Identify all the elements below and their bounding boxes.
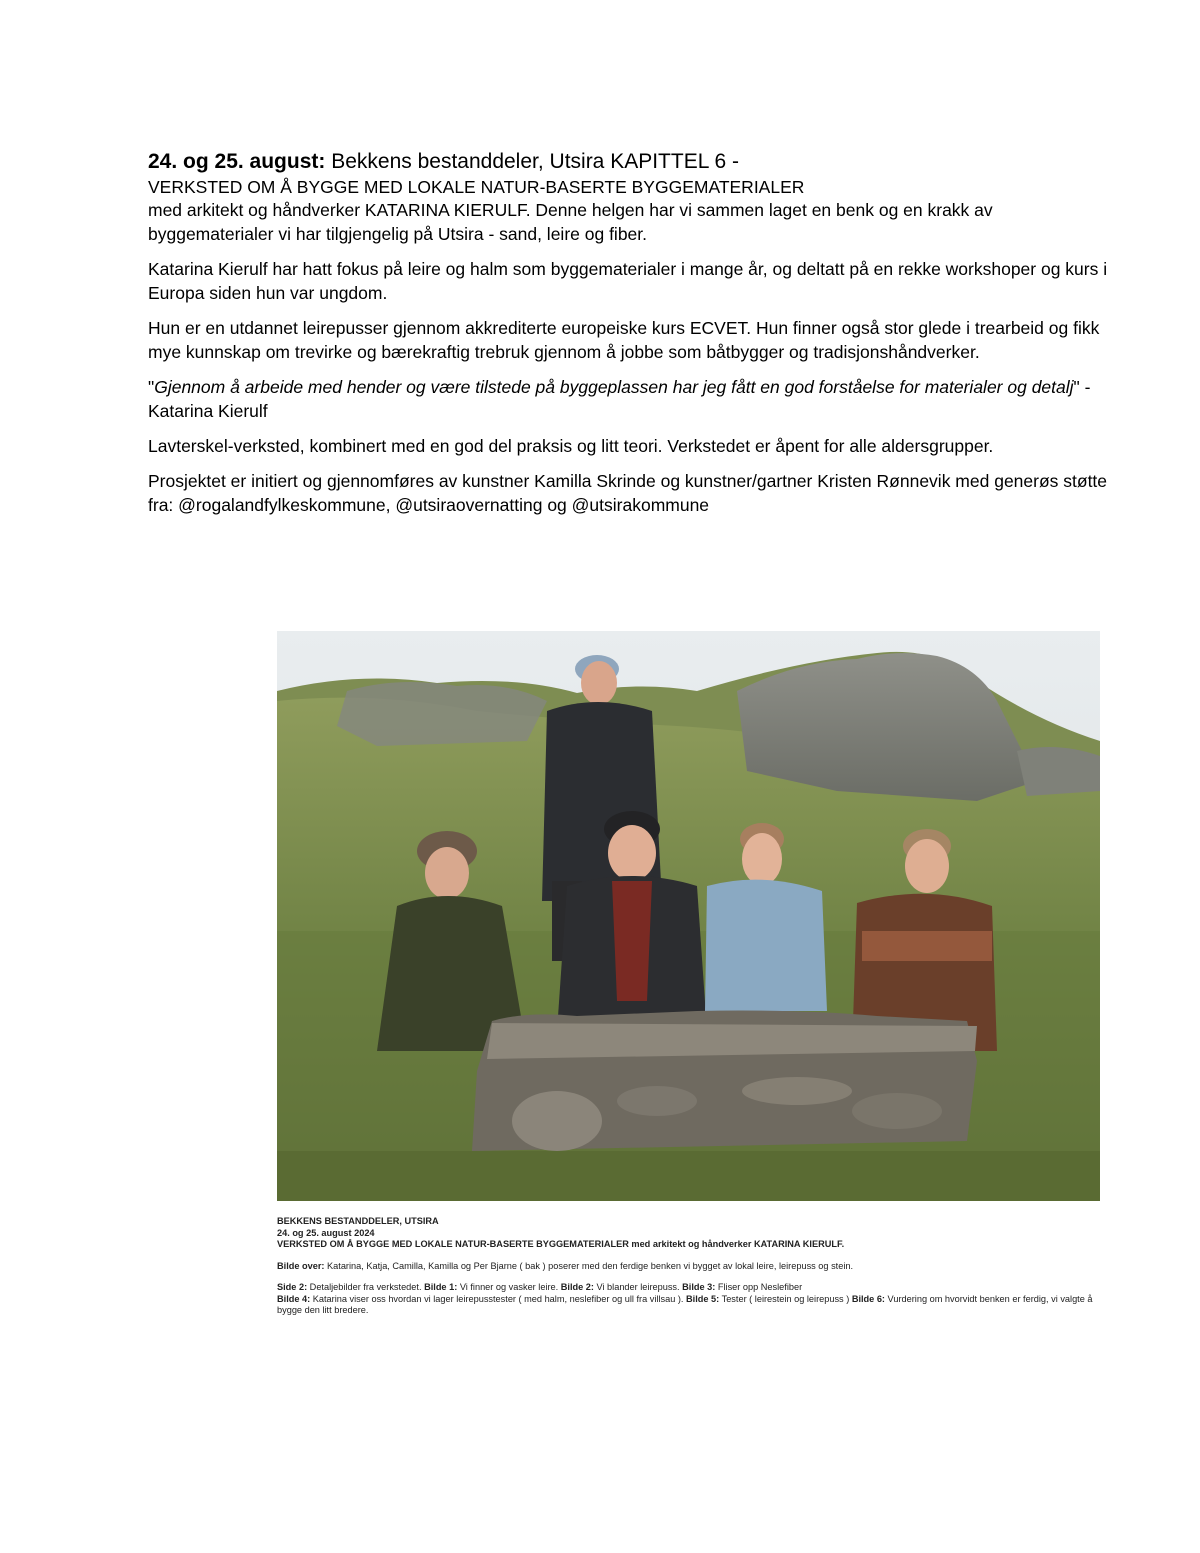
heading-title: Bekkens bestanddeler, Utsira KAPITTEL 6 - — [325, 150, 739, 173]
caption-side2: Side 2: Detaljebilder fra verkstedet. Bilde 1: Vi finner og vasker leire. Bilde 2: Vi blander leirepuss. Bilde 3: Fliser opp Neslefiber — [277, 1282, 803, 1292]
heading-date: 24. og 25. august: — [148, 150, 326, 173]
quote-text: Gjennom å arbeide med hender og være tilstede på byggeplassen har jeg fått en god forståelse for materialer og detalj — [154, 377, 1074, 397]
caption-workshop: VERKSTED OM Å BYGGE MED LOKALE NATUR-BASERTE BYGGEMATERIALER med arkitekt og håndverker KATARINA KIERULF. — [277, 1239, 845, 1249]
paragraph-background: Katarina Kierulf har hatt fokus på leire og halm som byggematerialer i mange år, og deltatt på en rekke workshoper og kurs i Europa siden hun var ungdom. — [148, 259, 1108, 303]
caption-bilde4-6: Bilde 4: Katarina viser oss hvordan vi lager leirepusstester ( med halm, neslefiber og ull fra villsau ). Bilde 5: Tester ( leirestein og leirepuss ) Bilde 6: Vurdering om hvorvidt benken er ferdig, vi valgte å bygge den litt bredere. — [277, 1293, 1093, 1315]
paragraph-intro: med arkitekt og håndverker KATARINA KIERULF. Denne helgen har vi sammen laget en benk og en krakk av byggematerialer vi har tilgjengelig på Utsira - sand, leire og fiber. — [148, 200, 993, 244]
paragraph-sponsors: Prosjektet er initiert og gjennomføres av kunstner Kamilla Skrinde og kunstner/gartner Kristen Rønnevik med generøs støtte fra: @rogalandfylkeskommune, @utsiraovernatting og @utsirakommune — [148, 471, 1108, 515]
photo-caption — [277, 1216, 1107, 1317]
paragraph-education: Hun er en utdannet leirepusser gjennom akkrediterte europeiske kurs ECVET. Hun finner også stor glede i trearbeid og fikk mye kunnskap om trevirke og bærekraftig trebruk gjennom å jobbe som båtbygger og tradisjonshåndverker. — [148, 318, 1100, 362]
article-text — [148, 148, 1113, 517]
heading-subtitle: VERKSTED OM Å BYGGE MED LOKALE NATUR-BASERTE BYGGEMATERIALER — [148, 177, 805, 197]
paragraph-quote — [148, 375, 1113, 423]
paragraph-workshop: Lavterskel-verksted, kombinert med en god del praksis og litt teori. Verkstedet er åpent for alle aldersgrupper. — [148, 436, 994, 456]
caption-date: 24. og 25. august 2024 — [277, 1227, 375, 1238]
quote-attribution: " - Katarina Kierulf — [148, 377, 1091, 421]
caption-title: BEKKENS BESTANDDELER, UTSIRA — [277, 1216, 439, 1226]
group-photo — [277, 631, 1100, 1201]
heading — [148, 148, 1113, 176]
quote-open: " — [148, 377, 155, 397]
caption-bilde-over: Bilde over: Katarina, Katja, Camilla, Kamilla og Per Bjarne ( bak ) poserer med den ferdige benken vi bygget av lokal leire, leirepuss og stein. — [277, 1260, 854, 1271]
